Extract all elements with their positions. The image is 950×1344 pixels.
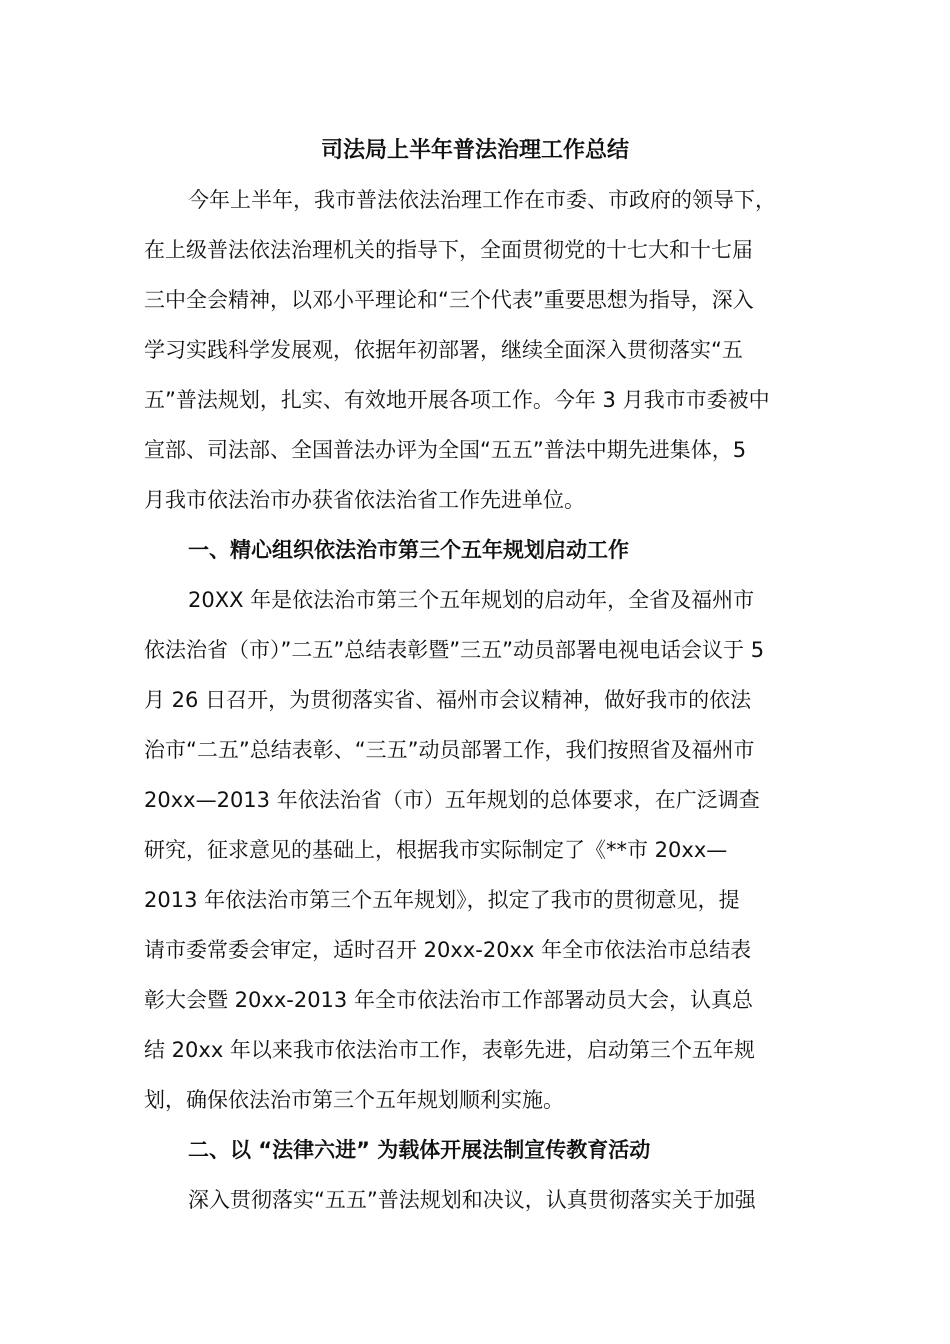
paragraph-line: 划，确保依法治市第三个五年规划顺利实施。 bbox=[144, 1088, 564, 1112]
paragraph-line: 2013 年依法治市第三个五年规划》，拟定了我市的贯彻意见，提 bbox=[144, 888, 740, 912]
paragraph-line: 彰大会暨 20xx-2013 年全市依法治市工作部署动员大会，认真总 bbox=[144, 988, 753, 1012]
section-heading-2: 二、以 “法律六进” 为载体开展法制宣传教育活动 bbox=[188, 1138, 651, 1162]
paragraph-line: 五”普法规划，扎实、有效地开展各项工作。今年 3 月我市市委被中 bbox=[144, 388, 770, 412]
section-heading-1: 一、精心组织依法治市第三个五年规划启动工作 bbox=[188, 538, 629, 562]
paragraph-line: 依法治省（市）”二五”总结表彰暨”三五”动员部署电视电话会议于 5 bbox=[144, 638, 765, 662]
paragraph-line: 在上级普法依法治理机关的指导下，全面贯彻党的十七大和十七届 bbox=[144, 238, 753, 262]
paragraph-line: 20xx—2013 年依法治省（市）五年规划的总体要求，在广泛调查 bbox=[144, 788, 760, 812]
paragraph-line: 月我市依法治市办获省依法治省工作先进单位。 bbox=[144, 488, 585, 512]
paragraph-line: 今年上半年，我市普法依法治理工作在市委、市政府的领导下， bbox=[188, 188, 776, 212]
paragraph-line: 三中全会精神，以邓小平理论和“三个代表”重要思想为指导，深入 bbox=[144, 288, 754, 312]
paragraph-line: 结 20xx 年以来我市依法治市工作，表彰先进，启动第三个五年规 bbox=[144, 1038, 755, 1062]
paragraph-line: 20XX 年是依法治市第三个五年规划的启动年，全省及福州市 bbox=[188, 588, 755, 612]
paragraph-line: 月 26 日召开，为贯彻落实省、福州市会议精神，做好我市的依法 bbox=[144, 688, 752, 712]
paragraph-line: 学习实践科学发展观，依据年初部署，继续全面深入贯彻落实“五 bbox=[144, 338, 743, 362]
document-title: 司法局上半年普法治理工作总结 bbox=[320, 138, 629, 163]
paragraph-line: 宣部、司法部、全国普法办评为全国“五五”普法中期先进集体，5 bbox=[144, 438, 747, 462]
paragraph-line: 请市委常委会审定，适时召开 20xx-20xx 年全市依法治市总结表 bbox=[144, 938, 752, 962]
paragraph-line: 治市“二五”总结表彰、“三五”动员部署工作，我们按照省及福州市 bbox=[144, 738, 755, 762]
paragraph-line: 研究，征求意见的基础上，根据我市实际制定了《**市 20xx— bbox=[144, 838, 728, 862]
paragraph-line: 深入贯彻落实“五五”普法规划和决议，认真贯彻落实关于加强 bbox=[188, 1188, 756, 1212]
